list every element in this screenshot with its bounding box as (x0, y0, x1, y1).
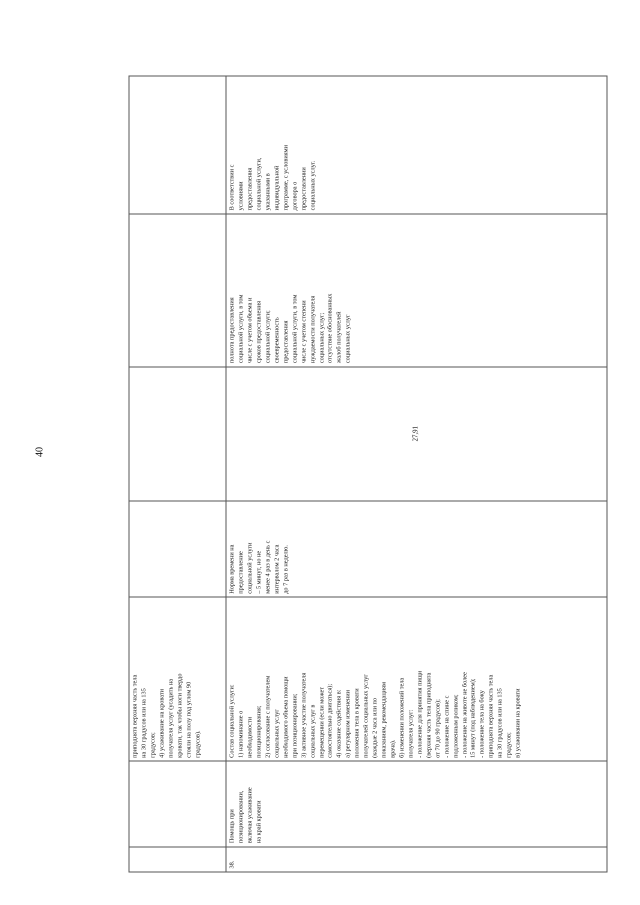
text-line: стояли на полу под углом 90 (185, 681, 193, 758)
text-line: нуждаемости получателя (309, 295, 317, 364)
text-line: социальной услуги; (264, 310, 272, 364)
cell-time-norm (226, 501, 607, 598)
text-line: своевременность (273, 317, 281, 364)
text-line: числе с учетом степени (300, 300, 308, 364)
text-line: социальных услуг (344, 314, 352, 364)
text-line: получателя услуг (усадить на (167, 678, 175, 758)
cell-norm-empty (129, 501, 226, 598)
table-row-38 (226, 76, 607, 872)
text-line: социальных услуг в (309, 704, 317, 758)
text-line: интервалом 2 часа (273, 544, 281, 594)
text-line: перемещении (если может (318, 686, 325, 758)
text-line: социальной услуги, в том (291, 294, 299, 364)
cell-description-continued (129, 597, 226, 761)
text-line: 15 минут (под наблюдением); (469, 678, 477, 758)
page-number: 40 (34, 447, 46, 457)
text-line: менее 4 раз в день с (264, 540, 272, 594)
text-line: градусов). (194, 730, 202, 758)
text-line: программе, с условиями (282, 145, 290, 211)
text-line: на 30 градусов или на 135 (496, 688, 504, 758)
text-line: позиционирования; (255, 705, 263, 758)
text-line: – 5 минут, но не (255, 550, 263, 594)
text-line: предоставлении (300, 167, 308, 211)
text-line: Помощь при (228, 809, 236, 844)
text-line: показаниям, рекомендациям (380, 682, 388, 758)
text-line: - положение на спине с (443, 695, 451, 758)
text-line: сроков предоставления (255, 301, 263, 364)
text-line: необходимого объема помощи (282, 676, 290, 758)
text-line: включая усаживание (246, 787, 254, 844)
cell-conditions-empty (129, 76, 226, 214)
text-line: (верхняя часть тела приподнята (425, 672, 433, 758)
text-line: - положение для принятия пищи (416, 670, 424, 758)
text-line: позиционировании, (237, 790, 245, 844)
text-line: предоставления (282, 320, 290, 364)
text-line: при позиционировании; (291, 693, 299, 758)
text-line: - положение тела на боку (478, 690, 486, 758)
text-line: врача). (389, 739, 397, 758)
text-line: самостоятельно двигаться); (326, 683, 334, 758)
text-line: получателей социальных услуг (362, 674, 370, 758)
text-line: на 30 градусов или на 135 (140, 688, 148, 758)
text-line: числе с учетом объема и (246, 297, 254, 364)
text-line: б) изменении положений тела (398, 677, 406, 758)
text-line: условиями (237, 181, 245, 211)
text-line: социальных услуг; (318, 312, 325, 364)
cell-quality-indicators (226, 214, 607, 367)
text-line: жалоб получателей (335, 311, 343, 364)
text-line: социальных услуг. (309, 160, 317, 211)
text-line: - положение на животе не более (461, 672, 468, 758)
text-line: необходимости (246, 716, 254, 758)
cell-price (226, 367, 607, 501)
price-value: 27,91 (412, 426, 420, 442)
text-line: полнота предоставления (228, 297, 236, 364)
rotated-table-page (129, 76, 608, 873)
cell-quality-empty (129, 214, 226, 367)
cell-number (226, 847, 607, 872)
text-line: кровати, так чтобы ноги твердо (176, 673, 184, 758)
text-line: Норма времени на (228, 544, 236, 594)
cell-description (226, 597, 607, 761)
text-line: положения тела в кровати (353, 688, 361, 758)
text-line: социальной услуги, в том (237, 294, 245, 364)
cell-number-empty (129, 847, 226, 872)
text-line: предоставление (237, 551, 245, 594)
text-line: предоставления (246, 167, 254, 211)
text-line: В соответствии с (228, 164, 236, 211)
text-line: 1) напоминание о (237, 710, 245, 758)
text-line: 2) согласование с получателем (264, 675, 272, 758)
text-line: отсутствие обоснованных (326, 293, 334, 364)
text-line: 4) усаживание на кровати (158, 688, 166, 758)
text-line: 3) активное участие получателя (300, 672, 308, 758)
cell-service-name (226, 761, 607, 846)
text-line: от 70 до 90 градусов); (434, 699, 442, 758)
text-line: 4) оказание содействия в: (335, 689, 343, 758)
text-line: градусов; (149, 732, 157, 758)
text-line: в) усаживании на кровати (514, 688, 522, 758)
text-line: подложенным роликом; (452, 694, 460, 758)
text-line: социальной услуги, (255, 157, 263, 211)
text-line: (каждые 2 часа или по (371, 697, 379, 758)
text-line: градусов; (505, 732, 513, 758)
row-number: 38. (228, 860, 236, 869)
text-line: приподнята верхняя часть тела (131, 674, 139, 758)
text-line: до 7 раз в неделю. (282, 545, 290, 594)
text-line: индивидуальной (273, 165, 281, 211)
cell-name-empty (129, 761, 226, 846)
cell-conditions (226, 76, 607, 214)
text-line: а) регулярном изменении (344, 690, 352, 758)
text-line: на край кровати (255, 800, 263, 844)
text-line: социальной услуги (246, 542, 254, 594)
text-line: приподнята верхняя часть тела (487, 674, 495, 758)
text-line: социальных услуг (273, 709, 281, 758)
text-line: Состав социальной услуги: (228, 684, 236, 758)
text-line: договора о (291, 181, 299, 211)
text-line: указанными в (264, 173, 272, 211)
table-row-continued (129, 76, 226, 872)
text-line: получателя услуг: (407, 709, 415, 758)
services-table (129, 76, 608, 873)
cell-price-empty (129, 367, 226, 501)
